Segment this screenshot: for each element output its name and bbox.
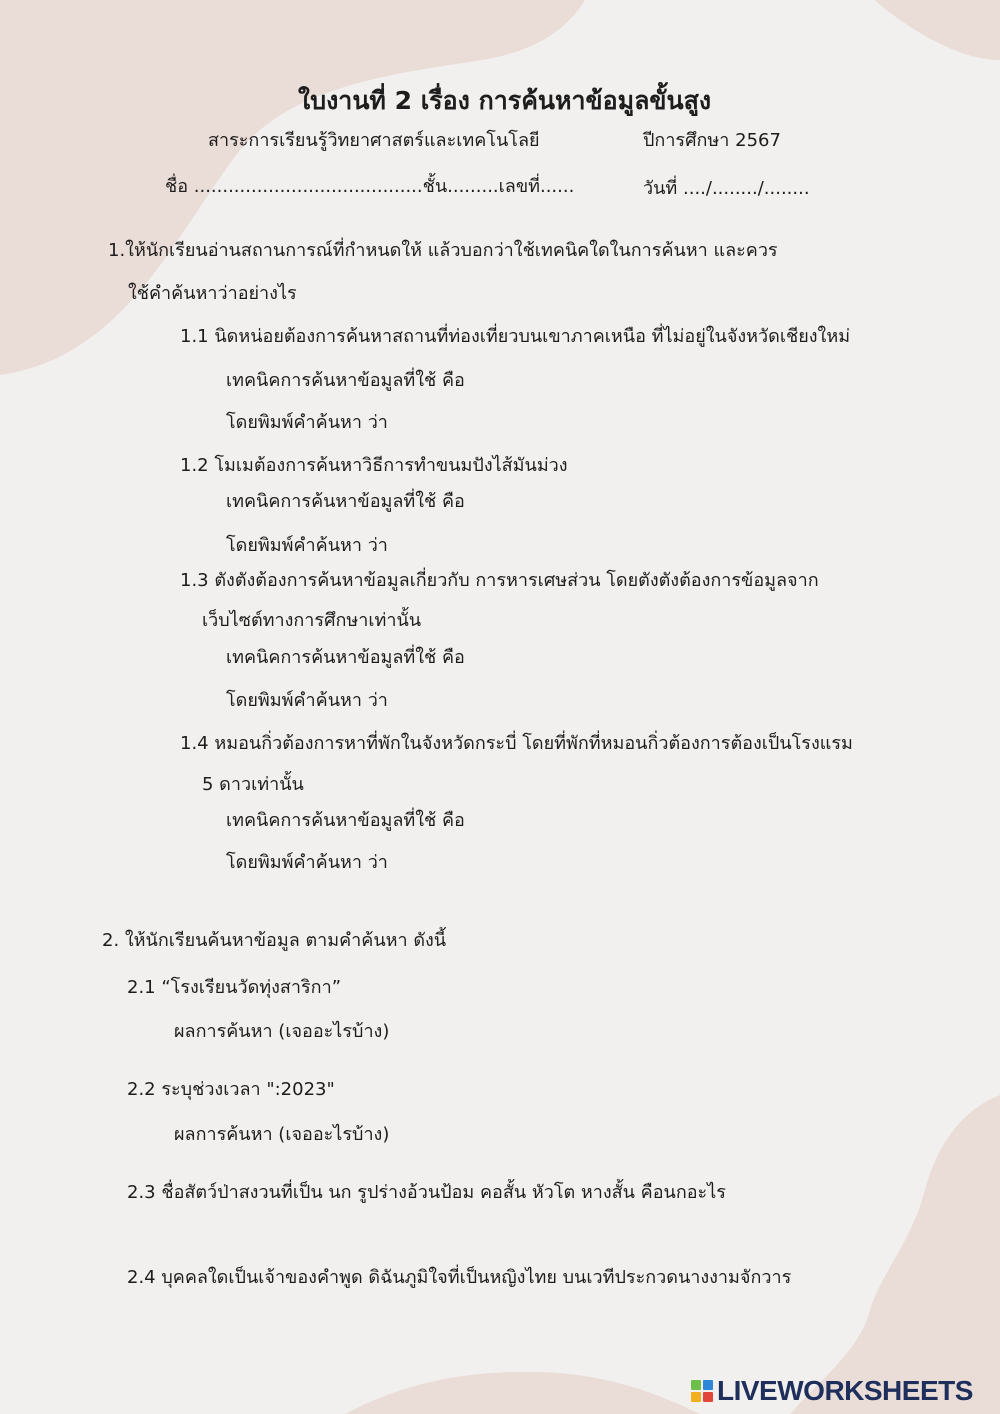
section1-instruction-line1: 1.ให้นักเรียนอ่านสถานการณ์ที่กำหนดให้ แล้วบอกว่าใช้เทคนิคใดในการค้นหา และควร — [108, 240, 778, 261]
question-1-2: 1.2 โมเมต้องการค้นหาวิธีการทำขนมปังไส้มันม่วง — [180, 455, 568, 476]
technique-label-1-3: เทคนิคการค้นหาข้อมูลที่ใช้ คือ — [226, 647, 465, 668]
liveworksheets-logo-icon — [690, 1379, 714, 1403]
subject-label: สาระการเรียนรู้วิทยาศาสตร์และเทคโนโลยี — [208, 130, 540, 151]
technique-label-1-4: เทคนิคการค้นหาข้อมูลที่ใช้ คือ — [226, 810, 465, 831]
question-2-4: 2.4 บุคคลใดเป็นเจ้าของคำพูด ดิฉันภูมิใจที่เป็นหญิงไทย บนเวทีประกวดนางงามจักวาร — [127, 1267, 792, 1288]
question-1-4-continued: 5 ดาวเท่านั้น — [202, 774, 304, 795]
question-1-4: 1.4 หมอนกิ่วต้องการหาที่พักในจังหวัดกระบี่ โดยที่พักที่หมอนกิ่วต้องการต้องเป็นโรงแรม — [180, 733, 853, 754]
question-1-1: 1.1 นิดหน่อยต้องการค้นหาสถานที่ท่องเที่ยวบนเขาภาคเหนือ ที่ไม่อยู่ในจังหวัดเชียงใหม่ — [180, 326, 851, 347]
section1-instruction-line2: ใช้คำค้นหาว่าอย่างไร — [128, 283, 297, 304]
liveworksheets-logo — [690, 1374, 973, 1408]
question-2-3: 2.3 ชื่อสัตว์ป่าสงวนที่เป็น นก รูปร่างอ้วนป้อม คอสั้น หัวโต หางสั้น คือนกอะไร — [127, 1182, 726, 1203]
result-label-2-2: ผลการค้นหา (เจออะไรบ้าง) — [174, 1124, 390, 1145]
page-title: ใบงานที่ 2 เรื่อง การค้นหาข้อมูลขั้นสูง — [298, 86, 712, 115]
keyword-label-1-3: โดยพิมพ์คำค้นหา ว่า — [226, 690, 388, 711]
date-line: วันที่ ..../......../........ — [643, 178, 810, 199]
technique-label-1-2: เทคนิคการค้นหาข้อมูลที่ใช้ คือ — [226, 491, 465, 512]
student-info-line: ชื่อ ........................................ชั้น.........เลขที่...... — [165, 176, 575, 197]
keyword-label-1-2: โดยพิมพ์คำค้นหา ว่า — [226, 535, 388, 556]
question-1-3-continued: เว็บไซต์ทางการศึกษาเท่านั้น — [202, 610, 422, 631]
technique-label-1-1: เทคนิคการค้นหาข้อมูลที่ใช้ คือ — [226, 370, 465, 391]
result-label-2-1: ผลการค้นหา (เจออะไรบ้าง) — [174, 1021, 390, 1042]
section2-instruction: 2. ให้นักเรียนค้นหาข้อมูล ตามคำค้นหา ดังนี้ — [102, 930, 447, 951]
keyword-label-1-4: โดยพิมพ์คำค้นหา ว่า — [226, 852, 388, 873]
question-2-2: 2.2 ระบุช่วงเวลา ":2023" — [127, 1079, 335, 1100]
question-1-3: 1.3 ตังตังต้องการค้นหาข้อมูลเกี่ยวกับ การหารเศษส่วน โดยตังตังต้องการข้อมูลจาก — [180, 570, 819, 591]
question-2-1: 2.1 “โรงเรียนวัดทุ่งสาริกา” — [127, 977, 342, 998]
academic-year: ปีการศึกษา 2567 — [643, 130, 781, 151]
liveworksheets-logo-text: LIVEWORKSHEETS — [717, 1375, 973, 1406]
keyword-label-1-1: โดยพิมพ์คำค้นหา ว่า — [226, 412, 388, 433]
